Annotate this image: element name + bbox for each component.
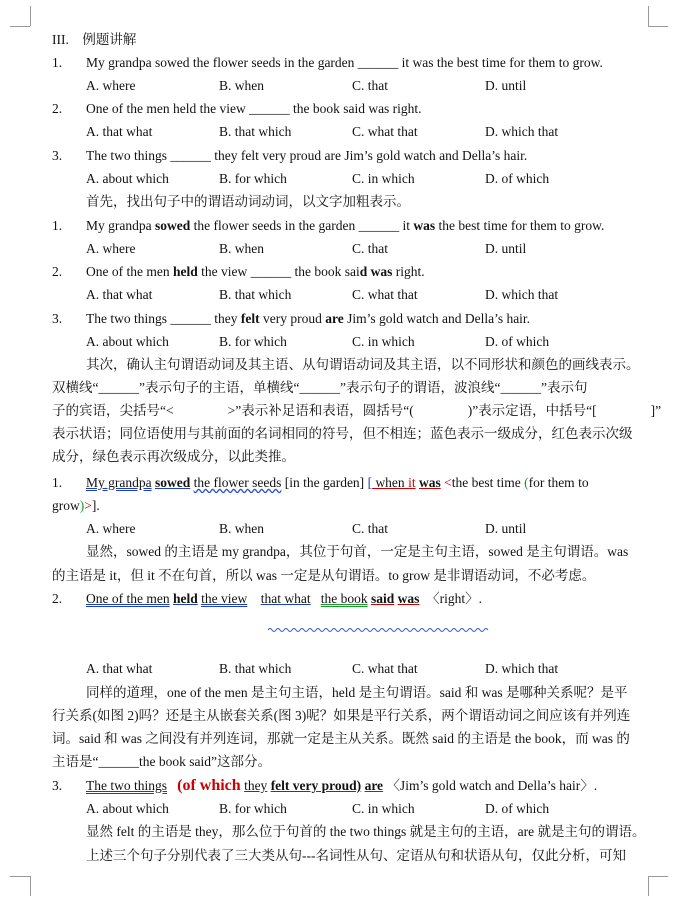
bq2-option-a: A. that what [86, 287, 153, 302]
a3-option-a: A. about which [86, 801, 169, 816]
q1-number: 1. [52, 55, 63, 70]
crop-mark-bottom-right-v [648, 876, 649, 896]
step2-line-5: 成分，绿色表示再次级成分，以此类推。 [52, 449, 295, 464]
crop-mark-top-left-h [10, 26, 30, 27]
e2-line-2: 行关系(如图 2)吗？还是主从嵌套关系(图 3)呢？如果是平行关系，两个谓语动词之间应该有并列连 [52, 708, 631, 723]
bq2-number: 2. [52, 264, 63, 279]
section-title: III. 例题讲解 [52, 32, 137, 47]
a2-option-b: B. that which [219, 661, 292, 676]
bq1-text: My grandpa sowed the flower seeds in the garden ______ it was the best time for them to grow. [86, 218, 605, 233]
a1-option-d: D. until [485, 521, 527, 536]
q3-number: 3. [52, 148, 63, 163]
bq1-option-c: C. that [352, 241, 388, 256]
a1-option-b: B. when [219, 521, 264, 536]
q2-text: One of the men held the view ______ the book said was right. [86, 101, 422, 116]
q1-option-c: C. that [352, 78, 388, 93]
bq3-option-b: B. for which [219, 334, 287, 349]
a1-option-c: C. that [352, 521, 388, 536]
a1-option-a: A. where [86, 521, 136, 536]
q3-text: The two things ______ they felt very proud are Jim’s gold watch and Della’s hair. [86, 148, 528, 163]
e1-line-2: 的主语是 it，但 it 不在句首，所以 was 一定是从句谓语。to grow 是非谓语动词，不必考虑。 [52, 568, 596, 583]
crop-mark-top-right-h [648, 26, 668, 27]
q3-option-c: C. in which [352, 171, 415, 186]
step2-line-2: 双横线“______”表示句子的主语，单横线“______”表示句子的谓语，波浪线“______”表示句 [52, 380, 588, 395]
q2-option-c: C. what that [352, 124, 418, 139]
a2-number: 2. [52, 591, 63, 606]
crop-mark-bottom-right-h [648, 876, 668, 877]
a3-option-c: C. in which [352, 801, 415, 816]
a1-number: 1. [52, 475, 63, 490]
bq1-option-a: A. where [86, 241, 136, 256]
e2-line-4: 主语是“______the book said”这部分。 [52, 754, 271, 769]
step2-line-4: 表示状语；同位语使用与其前面的名词相同的符号，但不相连；蓝色表示一级成分，红色表示次级 [52, 426, 633, 441]
bq3-number: 3. [52, 311, 63, 326]
e1-line-1: 显然，sowed 的主语是 my grandpa，其位于句首，一定是主句主语，sowed 是主句谓语。was [86, 544, 629, 559]
bq2-option-d: D. which that [485, 287, 559, 302]
q2-option-b: B. that which [219, 124, 292, 139]
step2-line-3: 子的宾语，尖括号“< >”表示补足语和表语，圆括号“( )”表示定语，中括号“[ ]” [52, 403, 662, 418]
q2-option-a: A. that what [86, 124, 153, 139]
e3-line-1: 显然 felt 的主语是 they，那么位于句首的 the two things 就是主句的主语，are 就是主句的谓语。 [86, 824, 646, 839]
crop-mark-bottom-left-h [10, 876, 30, 877]
a1-sentence: My grandpa sowed the flower seeds [in the garden] [ when it was <the best time (for them to [86, 475, 589, 490]
crop-mark-bottom-left-v [30, 876, 31, 896]
bq2-option-b: B. that which [219, 287, 292, 302]
bq1-option-b: B. when [219, 241, 264, 256]
a2-option-d: D. which that [485, 661, 559, 676]
bq2-text: One of the men held the view ______ the book said was right. [86, 264, 425, 279]
step1-instruction: 首先，找出句子中的谓语动词动词，以文字加粗表示。 [86, 194, 410, 209]
a3-number: 3. [52, 778, 63, 793]
a2-option-c: C. what that [352, 661, 418, 676]
q1-option-a: A. where [86, 78, 136, 93]
q2-option-d: D. which that [485, 124, 559, 139]
bq3-option-a: A. about which [86, 334, 169, 349]
bq2-option-c: C. what that [352, 287, 418, 302]
bq3-option-c: C. in which [352, 334, 415, 349]
crop-mark-top-left-v [30, 6, 31, 26]
a3-option-d: D. of which [485, 801, 550, 816]
crop-mark-top-right-v [648, 6, 649, 26]
q3-option-a: A. about which [86, 171, 169, 186]
object-wavy-underline [268, 627, 490, 633]
q3-option-b: B. for which [219, 171, 287, 186]
q2-number: 2. [52, 101, 63, 116]
bq3-text: The two things ______ they felt very proud are Jim’s gold watch and Della’s hair. [86, 311, 531, 326]
q1-option-d: D. until [485, 78, 527, 93]
step2-line-1: 其次，确认主句谓语动词及其主语、从句谓语动词及其主语，以不同形状和颜色的画线表示。 [86, 357, 640, 372]
e3-line-2: 上述三个句子分别代表了三大类从句---名词性从句、定语从句和状语从句，仅此分析，可知 [86, 848, 626, 863]
e2-line-3: 词。said 和 was 之间没有并列连词，那就一定是主从关系。既然 said 的主语是 the book，而 was 的 [52, 731, 630, 746]
q3-option-d: D. of which [485, 171, 550, 186]
e2-line-1: 同样的道理，one of the men 是主句主语，held 是主句谓语。said 和 was 是哪种关系呢？是平 [86, 685, 628, 700]
bq1-number: 1. [52, 218, 63, 233]
q1-option-b: B. when [219, 78, 264, 93]
a1-sentence-cont: grow)>]. [52, 498, 100, 513]
bq1-option-d: D. until [485, 241, 527, 256]
bq3-option-d: D. of which [485, 334, 550, 349]
a3-sentence: The two things (of which they felt very proud) are 〈Jim’s gold watch and Della’s hair〉. [86, 777, 598, 794]
a3-option-b: B. for which [219, 801, 287, 816]
a2-sentence: One of the men held the view that what the book said was 〈right〉. [86, 591, 483, 606]
q1-text: My grandpa sowed the flower seeds in the garden ______ it was the best time for them to grow. [86, 55, 603, 70]
a2-option-a: A. that what [86, 661, 153, 676]
